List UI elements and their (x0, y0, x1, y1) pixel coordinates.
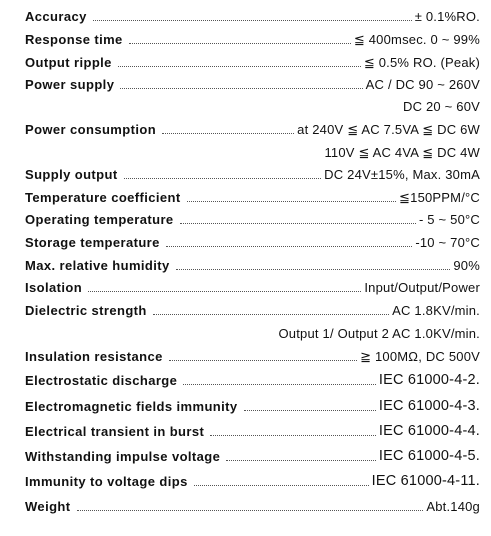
spec-label: Supply output (25, 167, 118, 182)
spec-label: Accuracy (25, 9, 87, 24)
dot-leader (118, 65, 361, 67)
spec-row-isolation (25, 275, 480, 295)
spec-value: ≦ 400msec. 0 ~ 99% (353, 32, 480, 47)
spec-row-power-supply (25, 72, 480, 92)
spec-row-electromagnetic-fields (25, 394, 480, 414)
spec-continuation-dielectric-strength: Output 1/ Output 2 AC 1.0KV/min. (278, 326, 480, 341)
spec-label: Electrical transient in burst (25, 424, 205, 439)
dot-leader (77, 509, 424, 511)
dot-leader (120, 87, 362, 89)
spec-row-operating-temperature (25, 207, 480, 227)
spec-value: IEC 61000-4-4. (378, 423, 480, 439)
spec-row-storage-temperature (25, 230, 480, 250)
spec-row-voltage-dips (25, 469, 480, 489)
spec-label: Response time (25, 32, 123, 47)
dot-leader (183, 383, 376, 385)
spec-value: IEC 61000-4-11. (371, 473, 480, 489)
dot-leader (88, 290, 361, 292)
spec-value: Abt.140g (426, 499, 480, 514)
dot-leader (93, 19, 412, 21)
spec-value: IEC 61000-4-2. (378, 372, 480, 388)
spec-value: Input/Output/Power (364, 280, 480, 295)
spec-row-response-time (25, 27, 480, 47)
spec-value: at 240V ≦ AC 7.5VA ≦ DC 6W (297, 122, 480, 137)
spec-value: AC / DC 90 ~ 260V (365, 77, 480, 92)
spec-label: Immunity to voltage dips (25, 474, 188, 489)
spec-value: ≦ 0.5% RO. (Peak) (363, 55, 480, 70)
spec-label: Dielectric strength (25, 303, 147, 318)
dot-leader (153, 313, 389, 315)
spec-value: ± 0.1%RO. (414, 9, 480, 24)
dot-leader (169, 359, 357, 361)
spec-label: Temperature coefficient (25, 190, 181, 205)
spec-row-transient-burst (25, 419, 480, 439)
spec-value: DC 24V±15%, Max. 30mA (324, 167, 480, 182)
spec-row-humidity (25, 253, 480, 273)
spec-row-temperature-coefficient (25, 185, 480, 205)
spec-continuation-power-consumption: 110V ≦ AC 4VA ≦ DC 4W (324, 145, 480, 160)
dot-leader (244, 409, 376, 411)
dot-leader (180, 222, 416, 224)
dot-leader (176, 268, 451, 270)
spec-label: Isolation (25, 280, 83, 295)
spec-label: Power consumption (25, 122, 157, 137)
spec-value: - 5 ~ 50°C (418, 212, 480, 227)
spec-row-insulation-resistance (25, 344, 480, 364)
spec-row-supply-output (25, 162, 480, 182)
spec-value: IEC 61000-4-5. (378, 448, 480, 464)
spec-label: Output ripple (25, 55, 112, 70)
dot-leader (226, 459, 376, 461)
spec-label: Max. relative humidity (25, 258, 170, 273)
spec-label: Insulation resistance (25, 349, 163, 364)
spec-value: ≧ 100MΩ, DC 500V (360, 349, 480, 364)
spec-row-dielectric-strength (25, 298, 480, 318)
dot-leader (162, 132, 294, 134)
spec-label: Electromagnetic fields immunity (25, 399, 238, 414)
dot-leader (166, 245, 413, 247)
spec-row-accuracy (25, 4, 480, 24)
spec-value: 90% (453, 258, 480, 273)
dot-leader (124, 177, 322, 179)
spec-continuation-power-supply: DC 20 ~ 60V (403, 99, 480, 114)
spec-label: Operating temperature (25, 212, 174, 227)
dot-leader (194, 484, 369, 486)
spec-row-impulse-voltage (25, 444, 480, 464)
spec-label: Electrostatic discharge (25, 373, 178, 388)
spec-label: Withstanding impulse voltage (25, 449, 221, 464)
spec-row-output-ripple (25, 50, 480, 70)
spec-row-weight (25, 494, 480, 514)
dot-leader (129, 42, 351, 44)
spec-label: Weight (25, 499, 71, 514)
spec-label: Storage temperature (25, 235, 160, 250)
spec-value: -10 ~ 70°C (415, 235, 480, 250)
spec-label: Power supply (25, 77, 115, 92)
dot-leader (210, 434, 376, 436)
spec-row-electrostatic-discharge (25, 368, 480, 388)
spec-value: IEC 61000-4-3. (378, 398, 480, 414)
spec-value: AC 1.8KV/min. (392, 303, 480, 318)
spec-value: ≦150PPM/°C (399, 190, 480, 205)
spec-row-power-consumption (25, 117, 480, 137)
dot-leader (187, 200, 396, 202)
